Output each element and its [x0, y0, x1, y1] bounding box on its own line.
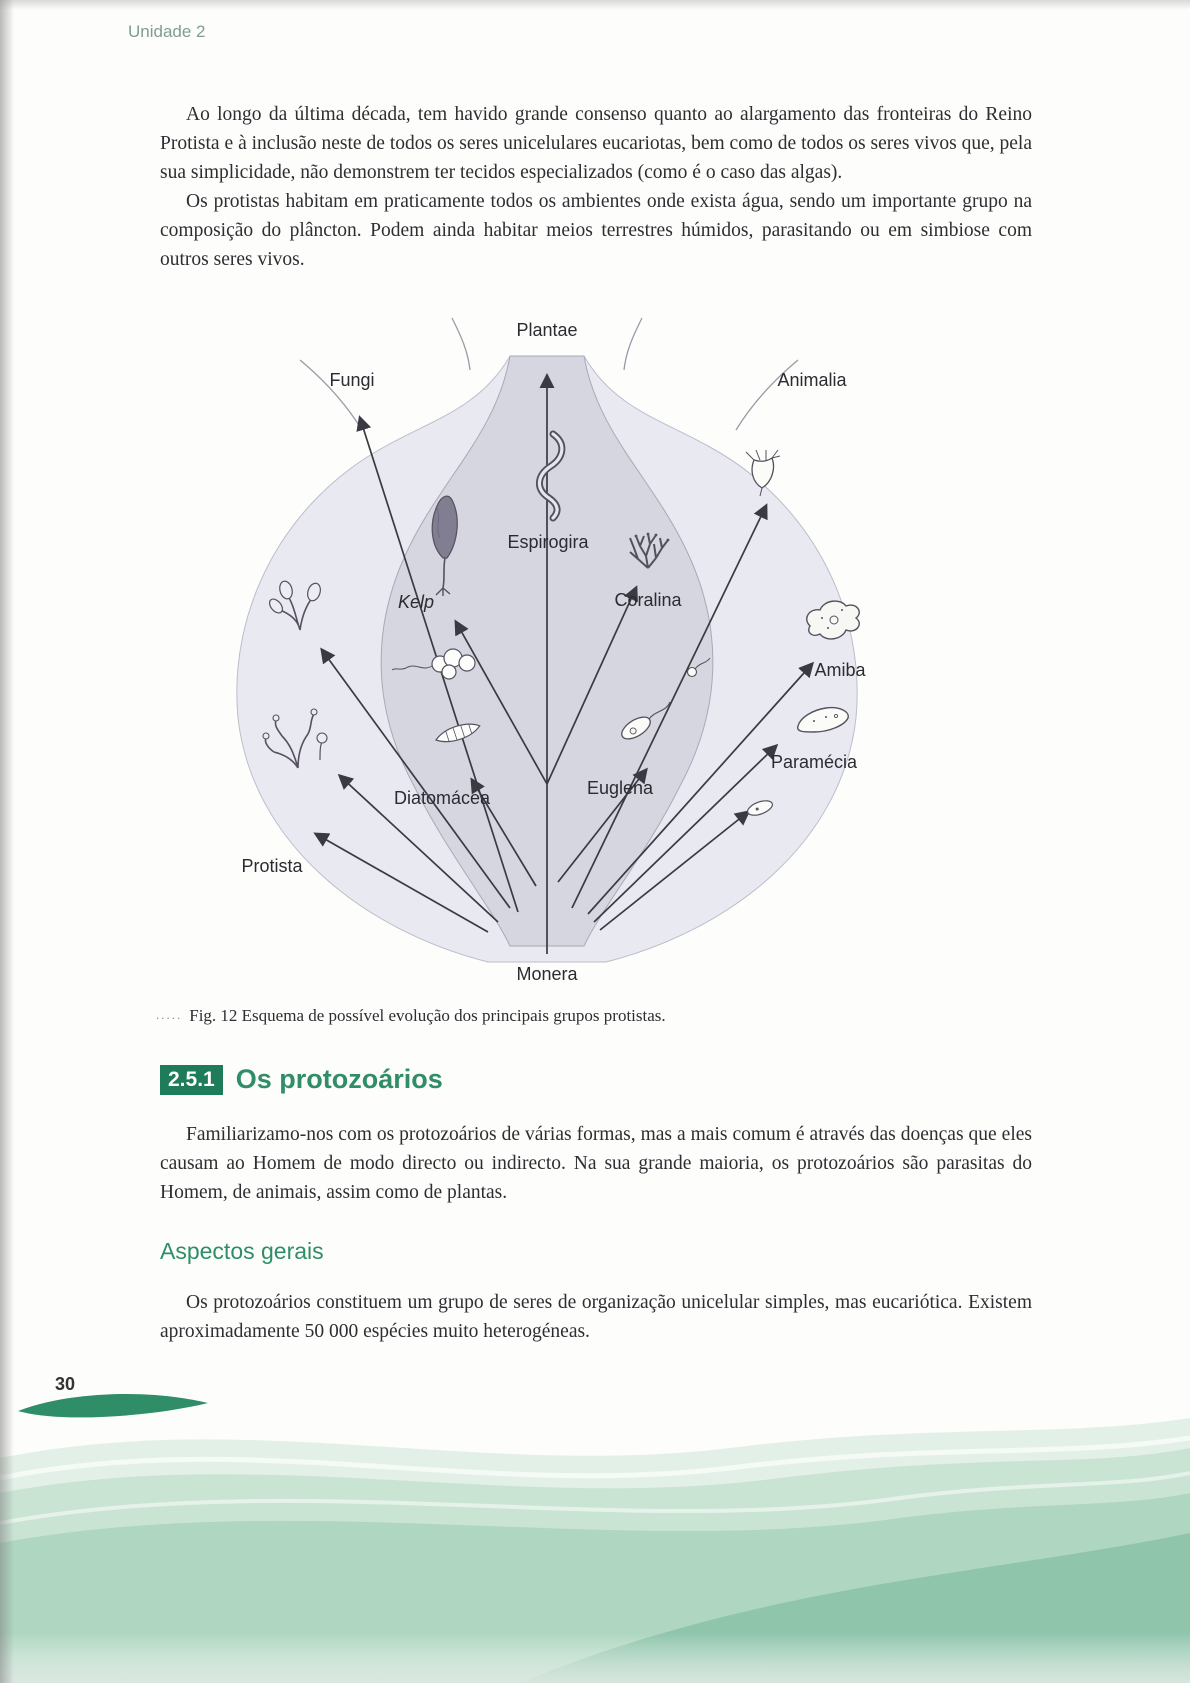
intro-paragraph-2: Os protistas habitam em praticamente todos os ambientes onde exista água, sendo um importante grupo na composição do plâncton. Podem ainda habitar meios terrestres húmidos, parasitando ou em simbiose com outros seres vivos. — [160, 191, 1032, 270]
unit-label: Unidade 2 — [128, 22, 206, 41]
page-top-shadow — [0, 0, 1190, 10]
caption-marker: ..... — [156, 1007, 183, 1022]
footer-wave-decoration — [0, 1383, 1190, 1683]
label-fungi: Fungi — [329, 370, 375, 390]
figure-caption — [156, 1006, 666, 1026]
label-plantae: Plantae — [516, 320, 578, 340]
caption-text: Fig. 12 Esquema de possível evolução dos principais grupos protistas. — [189, 1006, 666, 1025]
label-monera: Monera — [516, 964, 578, 984]
evolution-diagram — [200, 316, 940, 988]
section-number-badge: 2.5.1 — [160, 1065, 223, 1095]
label-kelp: Kelp — [397, 592, 435, 612]
section-heading — [160, 1064, 443, 1095]
bottom-fade — [0, 1633, 1190, 1683]
label-protista: Protista — [241, 856, 303, 876]
label-animalia: Animalia — [777, 370, 847, 390]
page-number-swoosh — [18, 1394, 208, 1417]
label-coralina: Coralina — [614, 590, 682, 610]
section-paragraph: Familiarizamo-nos com os protozoários de várias formas, mas a mais comum é através das doenças que eles causam ao Homem de modo directo ou indirecto. Na sua grande maioria, os protozoários são parasitas do Homem, de animais, assim como de plantas. — [160, 1124, 1032, 1203]
subsection-title: Aspectos gerais — [160, 1238, 324, 1264]
label-espirogira: Espirogira — [507, 532, 589, 552]
subsection-paragraph: Os protozoários constituem um grupo de seres de organização unicelular simples, mas eucariótica. Existem aproximadamente 50 000 espécies muito heterogéneas. — [160, 1292, 1032, 1342]
label-diatomacea: Diatomácea — [393, 788, 491, 808]
intro-paragraph-1: Ao longo da última década, tem havido grande consenso quanto ao alargamento das fronteiras do Reino Protista e à inclusão neste de todos os seres unicelulares eucariotas, bem como de todos os seres vivos que, pela sua simplicidade, não demonstrem ter tecidos especializados (como é o caso das algas). — [160, 104, 1032, 183]
page-number: 30 — [55, 1374, 76, 1394]
page-edge-shadow — [0, 0, 14, 1683]
section-title: Os protozoários — [235, 1064, 443, 1094]
label-paramecia: Paramécia — [770, 752, 858, 772]
label-euglena: Euglena — [586, 778, 654, 798]
label-amiba: Amiba — [814, 660, 866, 680]
intro-text — [160, 100, 1032, 274]
